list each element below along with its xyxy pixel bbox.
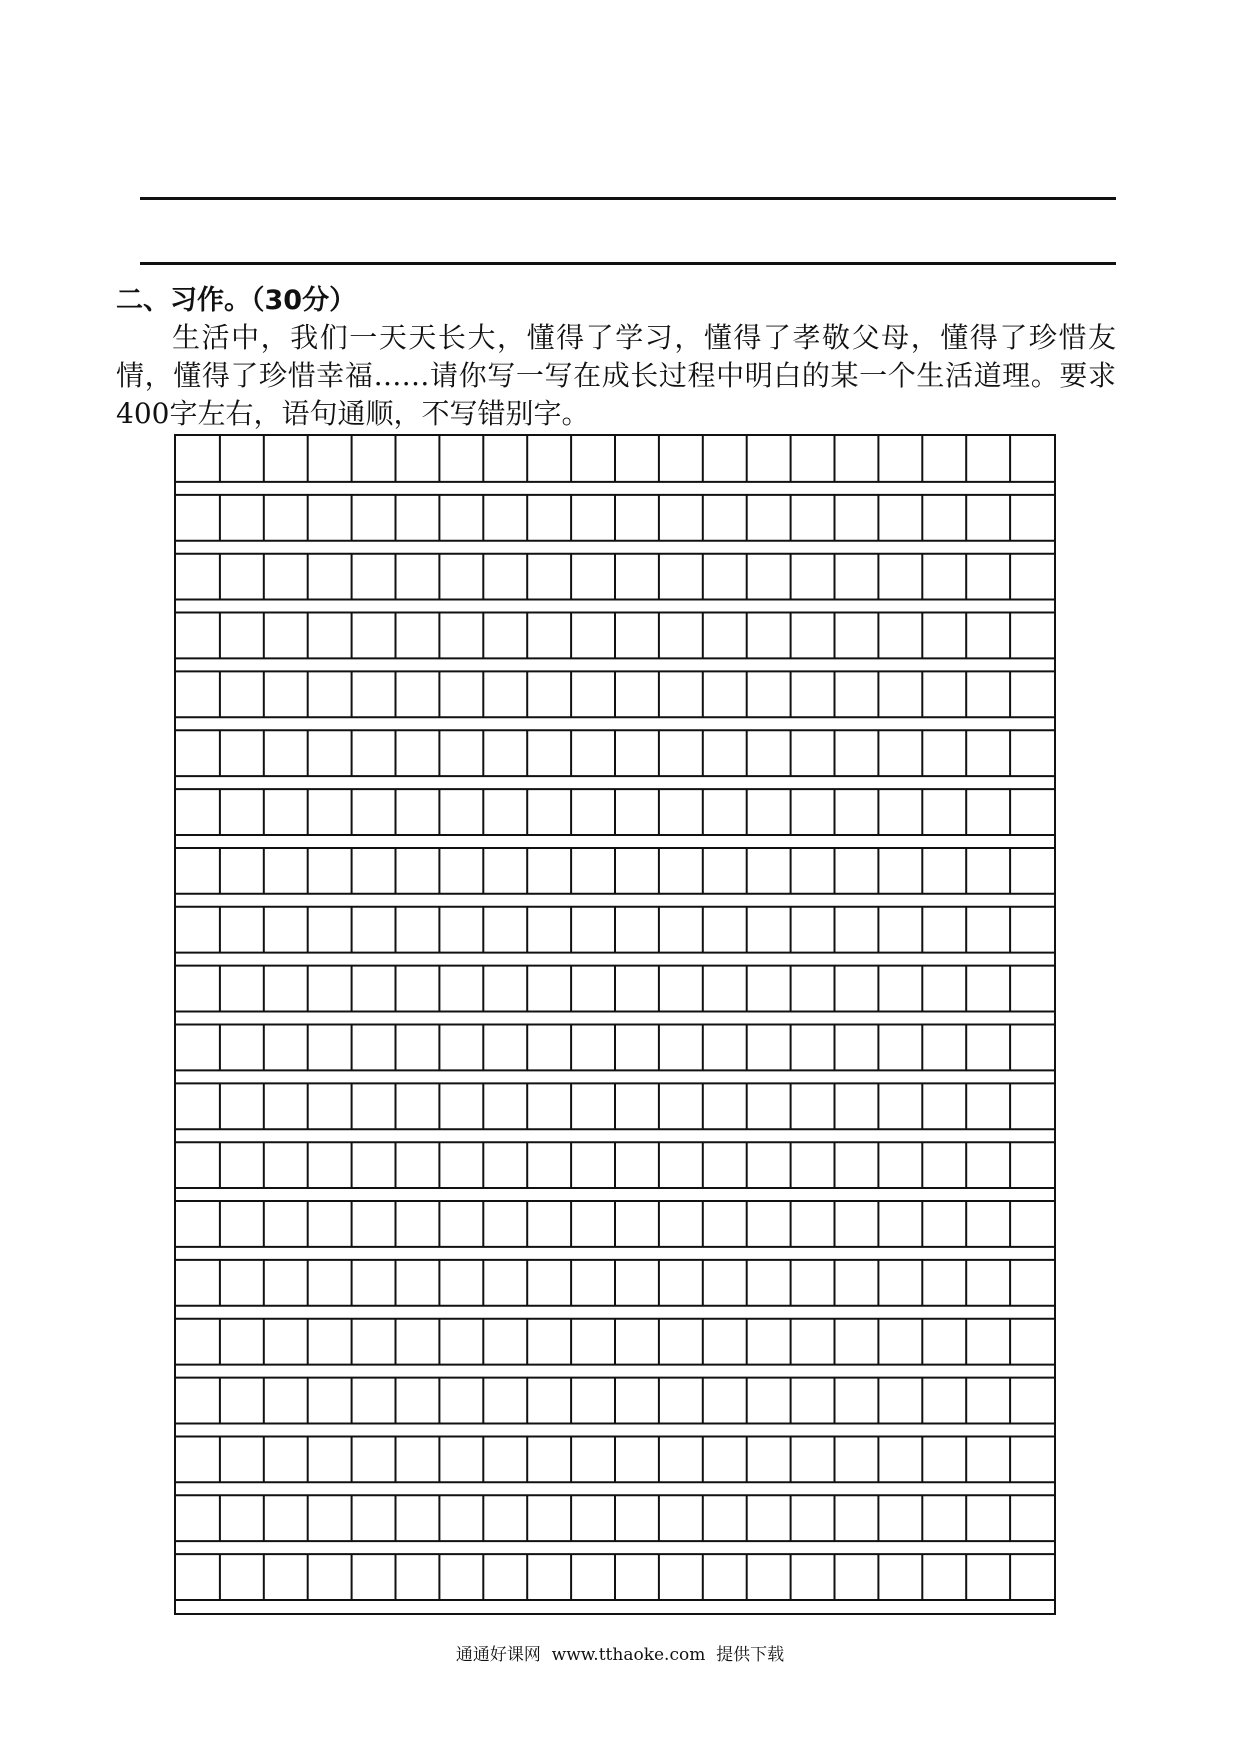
prompt-text: 生活中，我们一天天长大，懂得了学习，懂得了孝敬父母，懂得了珍惜友情，懂得了珍惜幸福……请你写一写在成长过程中明白的某一个生活道理。要求400字左右，语句通顺，不写错别字。 (116, 321, 1116, 430)
answer-line-2[interactable] (140, 262, 1116, 265)
writing-prompt (116, 319, 1116, 433)
composition-grid[interactable] (174, 434, 1056, 1615)
grid-lines (176, 436, 1054, 1613)
answer-line-1[interactable] (140, 197, 1116, 200)
footer-credit: 通通好课网 www.tthaoke.com 提供下载 (455, 1645, 785, 1665)
section-heading: 二、习作。（30分） (116, 285, 357, 316)
